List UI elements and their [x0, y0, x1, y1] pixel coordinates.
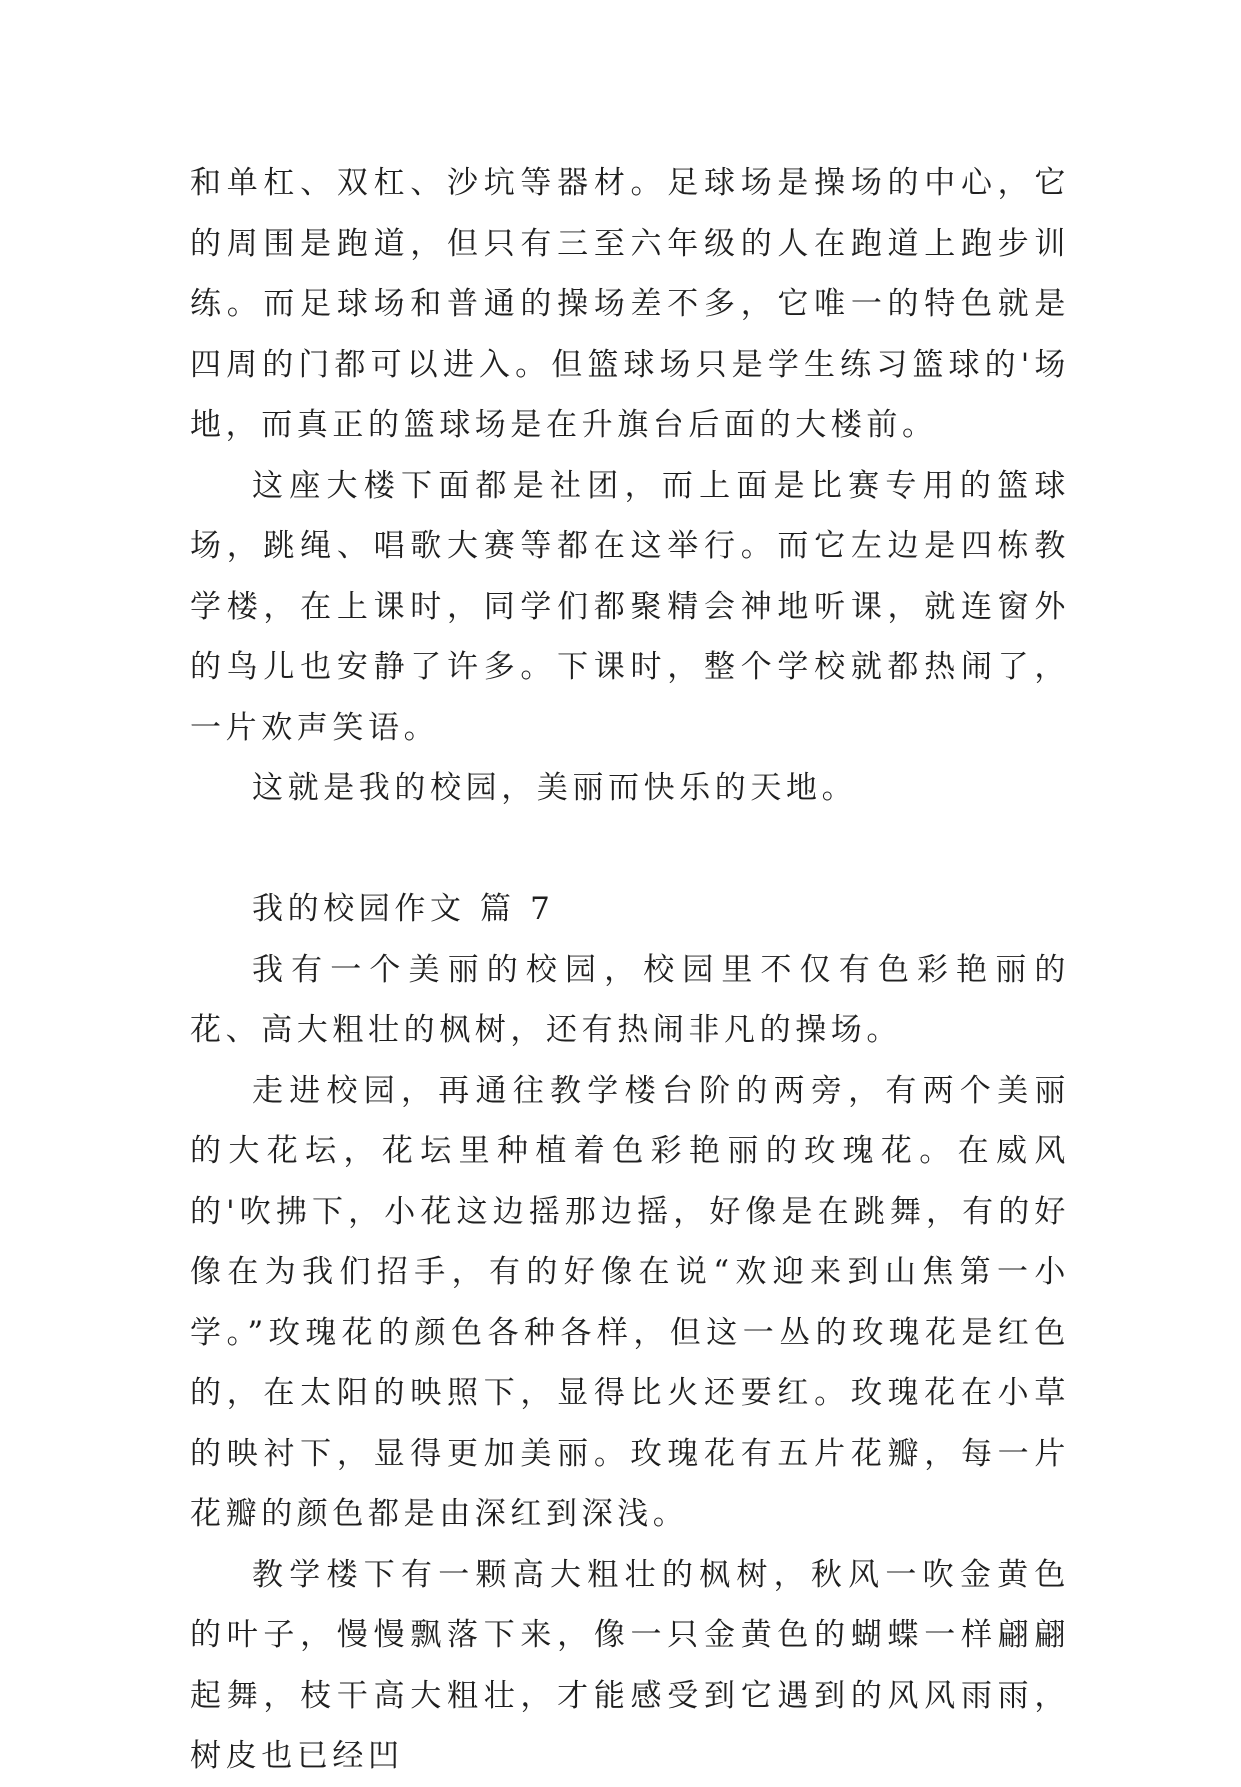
paragraph-building: 这座大楼下面都是社团，而上面是比赛专用的篮球场，跳绳、唱歌大赛等都在这举行。而它左边是四栋教学楼，在上课时，同学们都聚精会神地听课，就连窗外的鸟儿也安静了许多。下课时，整个学校就都热闹了，一片欢声笑语。	[190, 467, 1070, 746]
paragraph-maple-tree: 教学楼下有一颗高大粗壮的枫树，秋风一吹金黄色的叶子，慢慢飘落下来，像一只金黄色的蝴蝶一样翩翩起舞，枝干高大粗壮，才能感受到它遇到的风风雨雨，树皮也已经凹	[190, 1556, 1070, 1774]
section-heading: 我的校园作文 篇 7	[252, 891, 555, 927]
paragraph-intro: 我有一个美丽的校园，校园里不仅有色彩艳丽的花、高大粗壮的枫树，还有热闹非凡的操场。	[190, 951, 1070, 1048]
paragraph-conclusion: 这就是我的校园，美丽而快乐的天地。	[252, 770, 858, 806]
paragraph-flowerbed: 走进校园，再通往教学楼台阶的两旁，有两个美丽的大花坛，花坛里种植着色彩艳丽的玫瑰花。在威风的'吹拂下，小花这边摇那边摇，好像是在跳舞，有的好像在为我们招手，有的好像在说“欢迎来到山焦第一小学。”玫瑰花的颜色各种各样，但这一丛的玫瑰花是红色的，在太阳的映照下，显得比火还要红。玫瑰花在小草的映衬下，显得更加美丽。玫瑰花有五片花瓣，每一片花瓣的颜色都是由深红到深浅。	[190, 1072, 1070, 1532]
document-page	[190, 153, 1070, 1787]
paragraph-continuation: 和单杠、双杠、沙坑等器材。足球场是操场的中心，它的周围是跑道，但只有三至六年级的人在跑道上跑步训练。而足球场和普通的操场差不多，它唯一的特色就是四周的门都可以进入。但篮球场只是学生练习篮球的'场地，而真正的篮球场是在升旗台后面的大楼前。	[190, 165, 1070, 443]
